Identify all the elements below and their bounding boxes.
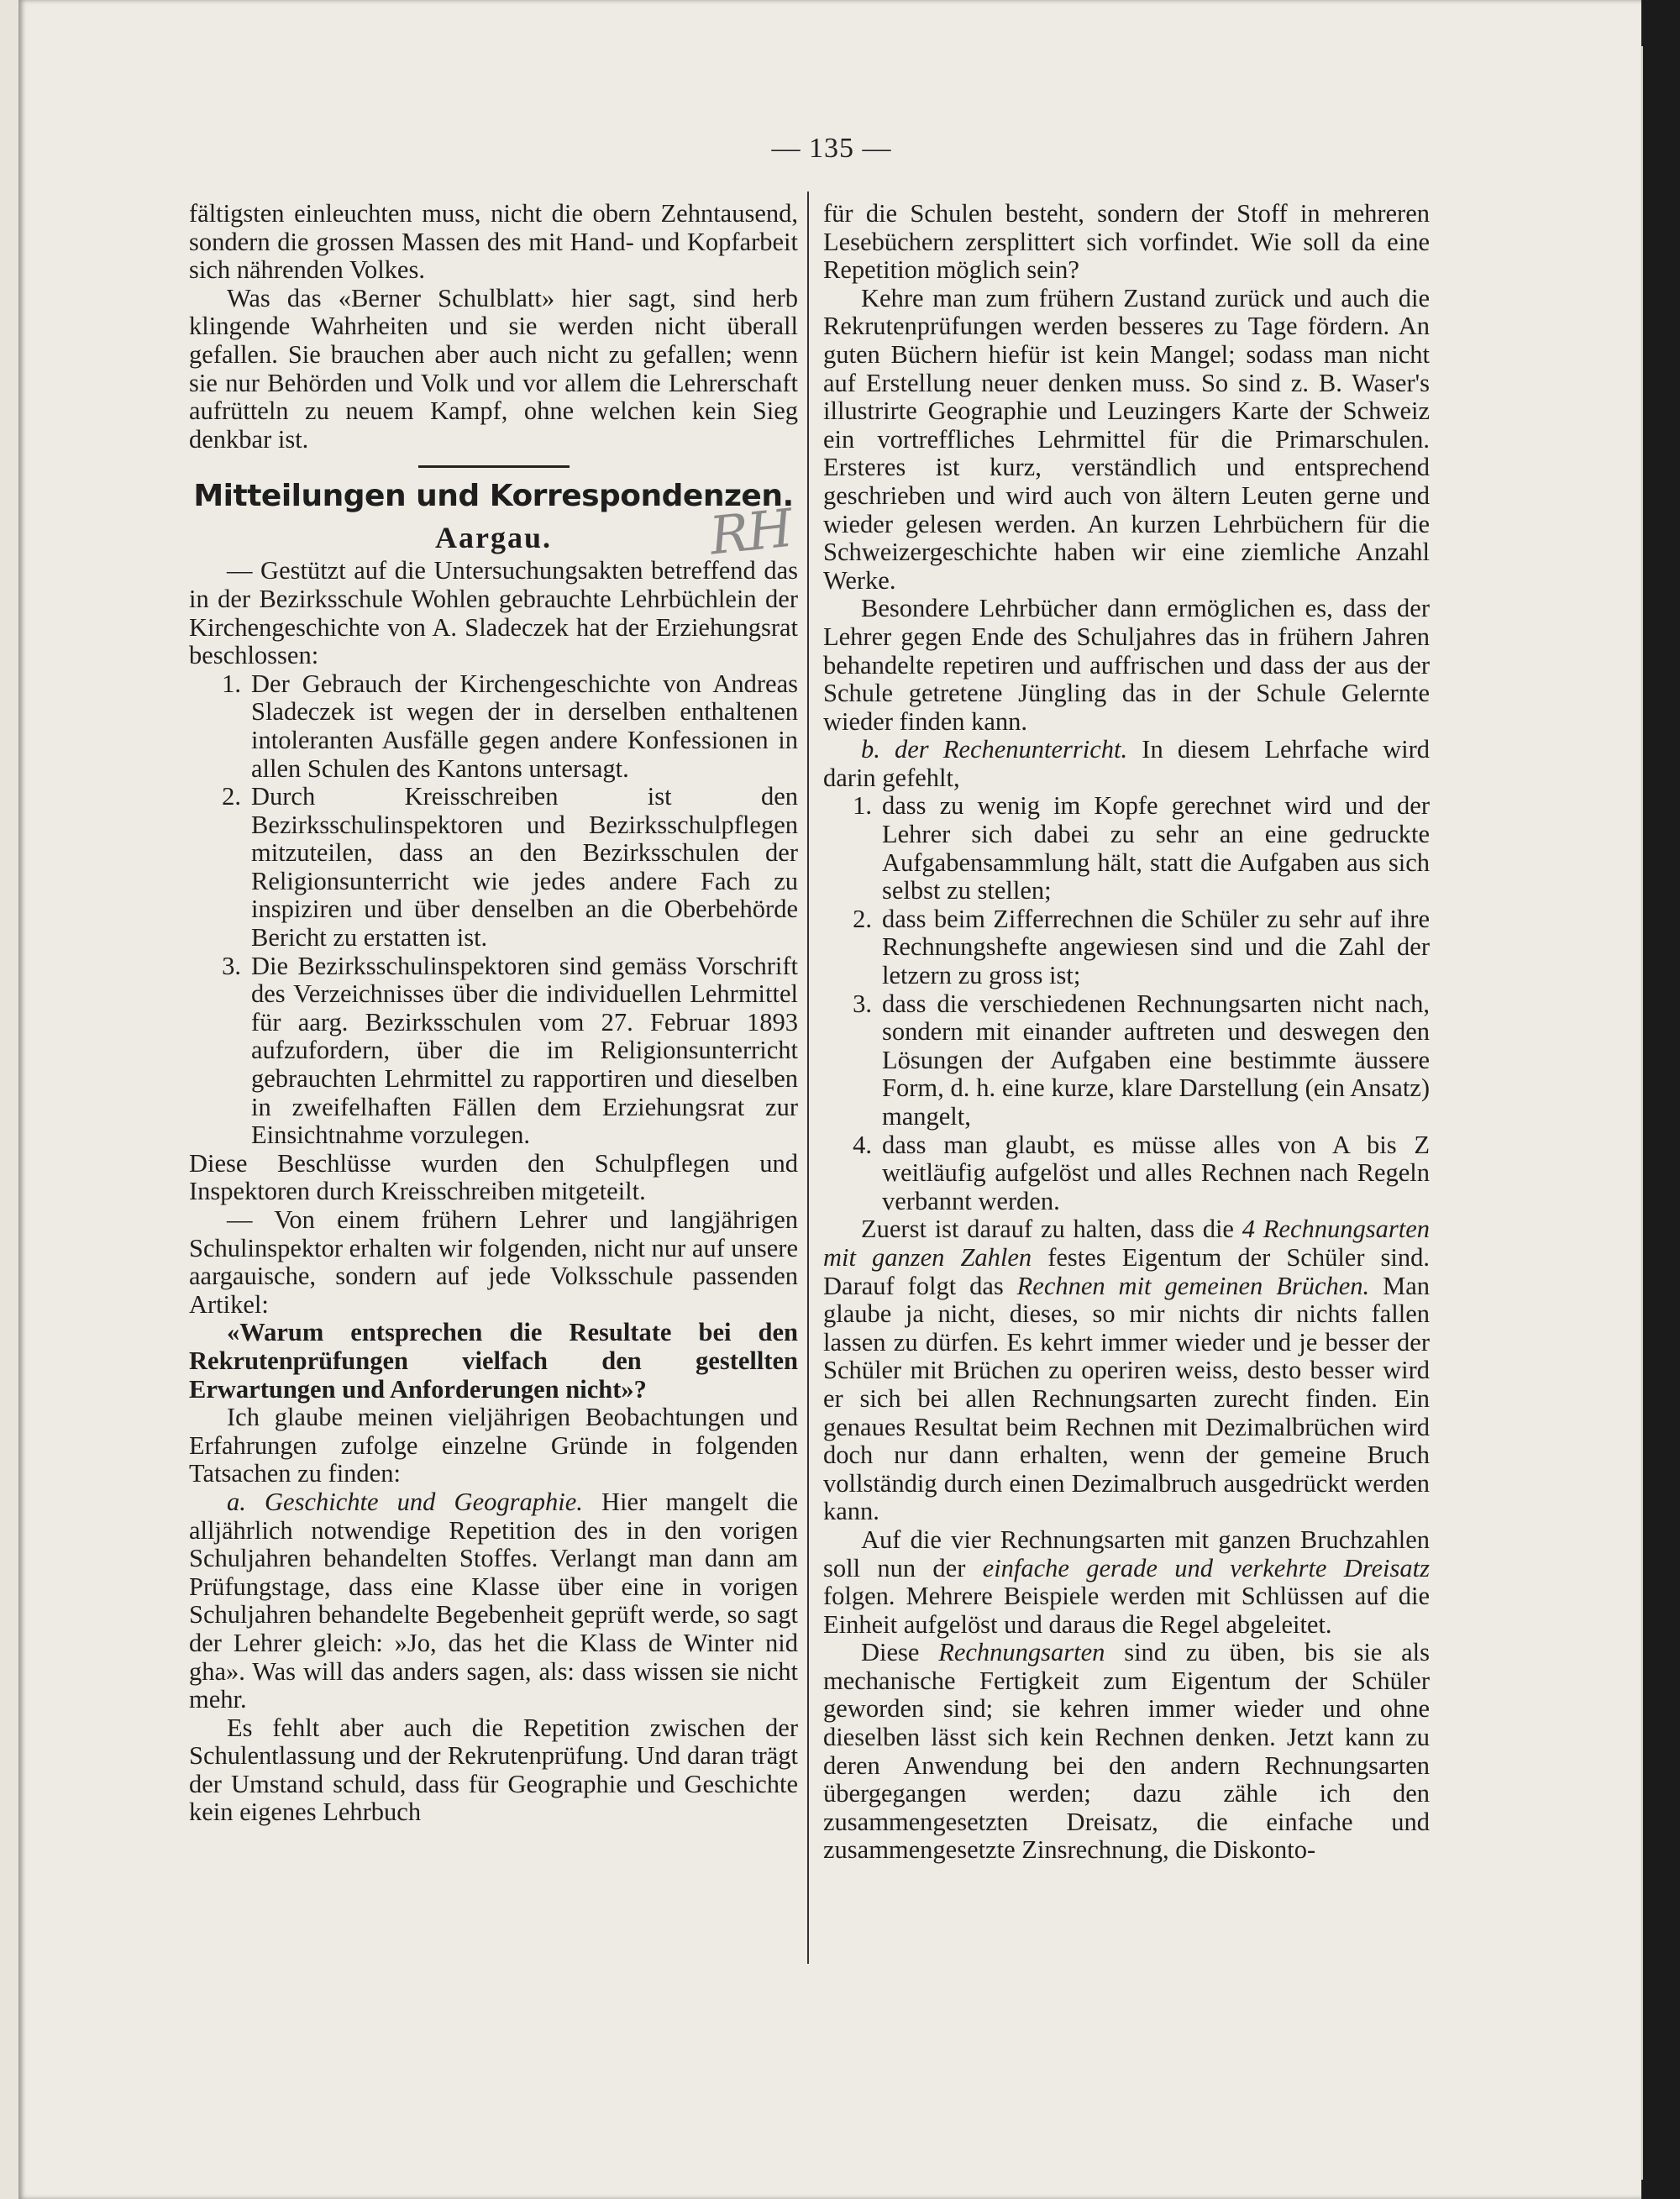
- subsection-title: Aargau.: [435, 521, 552, 555]
- article-intro: — Von einem frühern Lehrer und langjährigen Schulinspektor erhalten wir folgenden, nicht nur auf unsere aargauische, sondern auf jede Volksschule passenden Artikel:: [189, 1205, 799, 1319]
- handwritten-initials: RH: [706, 496, 795, 567]
- section-title: Mitteilungen und Korrespondenzen.: [193, 479, 794, 514]
- list-text: dass zu wenig im Kopfe gerechnet wird und der Lehrer sich dabei zu sehr an eine gedruckte Aufgabensammlung hält, statt die Aufgaben aus sich selbst zu stellen;: [882, 791, 1430, 905]
- point-a-label: a. Geschichte und Geographie.: [227, 1487, 583, 1516]
- list-number: 2.: [853, 904, 872, 933]
- emphasis: Rechnen mit gemeinen Brüchen.: [1016, 1271, 1370, 1300]
- list-number: 4.: [853, 1130, 872, 1159]
- column-divider: [807, 192, 809, 1964]
- list-number: 2.: [222, 782, 241, 811]
- list-item: [189, 953, 798, 1150]
- list-item: [823, 905, 1430, 990]
- list-item: [189, 670, 798, 783]
- paragraph: Kehre man zum frühern Zustand zurück und auch die Rekrutenprüfungen werden besseres zu Tage fördern. An guten Büchern hiefür ist kein Mangel; sodass man nicht auf Erstellung neuer denken muss. So sind z. B. Waser's illustrirte Geographie und Leuzingers Karte der Schweiz ein vortreffliches Lehrmittel für die Primarschulen. Ersteres ist kurz, verständlich und entsprechend geschrieben und wird auch von ältern Leuten gerne und wieder gelesen werden. An kurzen Lehrbüchern für die Schweizergeschichte haben wir eine ziemliche Anzahl Werke.: [823, 283, 1430, 595]
- left-column: [189, 200, 798, 1827]
- article-paragraph: Ich glaube meinen vieljährigen Beobachtungen und Erfahrungen zufolge einzelne Gründe in folgenden Tatsachen zu finden:: [189, 1403, 798, 1488]
- paragraph: [823, 1215, 1430, 1526]
- text-run: Zuerst ist darauf zu halten, dass die: [861, 1215, 1242, 1244]
- intro-paragraph: Was das «Berner Schulblatt» hier sagt, sind herb klingende Wahrheiten und sie werden nicht überall gefallen. Sie brauchen aber auch nicht zu gefallen; wenn sie nur Behörden und Volk und vor allem die Lehrerschaft aufrütteln zu neuem Kampf, ohne welchen kein Sieg denkbar ist.: [189, 283, 798, 454]
- fault-list: [823, 792, 1430, 1215]
- page-number: — 135 —: [771, 133, 892, 164]
- emphasis: 4 Rechnungsarten mit ganzen Zahlen: [823, 1215, 1430, 1272]
- text-run: sind zu üben, bis sie als mechanische Fertigkeit zum Eigentum der Schüler geworden sind; sie kehren immer wieder und ohne dieselben lässt sich kein Rechnen denken. Jetzt kann zu deren Anwendung bei den andern Rechnungsarten übergegangen werden; dazu zähle ich den zusammengesetzten Dreisatz, die einfache und zusammengesetzte Zinsrechnung, die Diskonto-: [823, 1638, 1430, 1865]
- point-b-text: In diesem Lehrfache wird darin gefehlt,: [823, 735, 1430, 792]
- list-text: Der Gebrauch der Kirchengeschichte von Andreas Sladeczek ist wegen der in derselben enthaltenen intoleranten Ausfälle gegen andere Konfessionen in allen Schulen des Kantons untersagt.: [251, 669, 798, 783]
- section-divider: [418, 465, 570, 468]
- page-edge: [1641, 46, 1643, 2180]
- point-a-paragraph: [189, 1488, 798, 1714]
- text-run: Auf die vier Rechnungsarten mit ganzen Bruchzahlen soll nun der: [823, 1525, 1430, 1582]
- text-run: festes Eigentum der Schüler sind. Darauf folgt das: [823, 1242, 1430, 1300]
- paragraph: für die Schulen besteht, sondern der Stoff in mehreren Lesebüchern zersplittert sich vorfindet. Wie soll da eine Repetition möglich sein?: [823, 199, 1430, 285]
- list-item: [823, 1131, 1430, 1216]
- list-text: Die Bezirksschulinspektoren sind gemäss Vorschrift des Verzeichnisses über die individuellen Lehrmittel für aarg. Bezirksschulen vom 27. Februar 1893 aufzufordern, über die im Religionsunterricht gebrauchten Lehrmittel zu rapportiren und dieselben in zweifelhaften Fällen dem Erziehungsrat zur Einsichtnahme vorzulegen.: [251, 951, 798, 1150]
- paragraph: [823, 1639, 1430, 1865]
- list-number: 1.: [222, 669, 241, 698]
- list-item: [189, 783, 798, 953]
- text-run: Diese: [861, 1638, 939, 1667]
- article-paragraph: Es fehlt aber auch die Repetition zwischen der Schulentlassung und der Rekrutenprüfung. Und daran trägt der Umstand schuld, dass für Geographie und Geschichte kein eigenes Lehrbuch: [189, 1713, 798, 1827]
- adjacent-page-strip: [0, 0, 18, 2199]
- point-a-text: Hier mangelt die alljährlich notwendige Repetition des in den vorigen Schuljahren behandelten Stoffes. Verlangt man dann am Prüfungstage, dass eine Klasse über eine in vorigen Schuljahren behandelte Begebenheit geprüft werde, so sagt der Lehrer gleich: »Jo, das het die Klass de Winter nid gha». Was will das anders sagen, als: dass wissen sie nicht mehr.: [189, 1487, 799, 1714]
- list-text: dass man glaubt, es müsse alles von A bis Z weitläufig aufgelöst und alles Rechnen nach Regeln verbannt werden.: [882, 1130, 1430, 1215]
- decision-outro: Diese Beschlüsse wurden den Schulpflegen und Inspektoren durch Kreisschreiben mitgeteilt.: [189, 1148, 798, 1206]
- list-number: 1.: [853, 791, 872, 821]
- emphasis: einfache gerade und verkehrte Dreisatz: [982, 1553, 1430, 1582]
- paragraph: [823, 1526, 1430, 1639]
- intro-paragraph: fältigsten einleuchten muss, nicht die obern Zehntausend, sondern die grossen Massen des mit Hand- und Kopfarbeit sich nährenden Volkes.: [189, 199, 798, 285]
- list-text: Durch Kreisschreiben ist den Bezirksschulinspektoren und Bezirksschulpflegen mitzuteilen, dass an den Bezirksschulen der Religionsunterricht wie jedes andere Fach zu inspiziren und über denselben an die Oberbehörde Bericht zu erstatten ist.: [251, 782, 798, 953]
- paragraph: Besondere Lehrbücher dann ermöglichen es, dass der Lehrer gegen Ende des Schuljahres das in frühern Jahren behandelte repetiren und auffrischen und dass der aus der Schule getretene Jüngling das in der Schule Gelernte wieder finden kann.: [823, 594, 1430, 736]
- list-text: dass beim Zifferrechnen die Schüler zu sehr auf ihre Rechnungshefte angewiesen sind und die Zahl der letzern zu gross ist;: [882, 904, 1430, 990]
- list-text: dass die verschiedenen Rechnungsarten nicht nach, sondern mit einander auftreten und deswegen den Lösungen der Aufgaben eine bestimmte äussere Form, d. h. eine kurze, klare Darstellung (ein Ansatz) mangelt,: [882, 989, 1430, 1131]
- point-b-label: b. der Rechenunterricht.: [861, 735, 1128, 764]
- emphasis: Rechnungsarten: [938, 1638, 1105, 1667]
- decision-intro: — Gestützt auf die Untersuchungsakten betreffend das in der Bezirksschule Wohlen gebrauchte Lehrbüchlein der Kirchengeschichte von A. Sladeczek hat der Erziehungsrat beschlossen:: [189, 556, 798, 670]
- list-item: [823, 990, 1430, 1131]
- text-run: folgen. Mehrere Beispiele werden mit Schlüssen auf die Einheit aufgelöst und daraus die Regel abgeleitet.: [823, 1582, 1430, 1639]
- list-number: 3.: [853, 989, 872, 1018]
- decision-list: [189, 670, 798, 1150]
- point-b-paragraph: [823, 736, 1430, 792]
- right-column: [823, 200, 1430, 1865]
- list-item: [823, 792, 1430, 905]
- text-run: Man glaube ja nicht, dieses, so mir nichts dir nichts fallen lassen zu dürfen. Es kehrt immer wieder und je besser der Schüler mit Brüchen zu operiren weiss, desto besser wird er sich bei allen Rechnungsarten zurecht finden. Ein genaues Resultat beim Rechnen mit Dezimalbrüchen wird doch nur dann erhalten, wenn der gemeine Bruch vollständig durch einen Dezimalbruch ausgedrückt werden kann.: [823, 1271, 1430, 1526]
- list-number: 3.: [222, 951, 241, 980]
- article-title: «Warum entsprechen die Resultate bei den Rekrutenprüfungen vielfach den gestellten Erwartungen und Anforderungen nicht»?: [189, 1318, 798, 1404]
